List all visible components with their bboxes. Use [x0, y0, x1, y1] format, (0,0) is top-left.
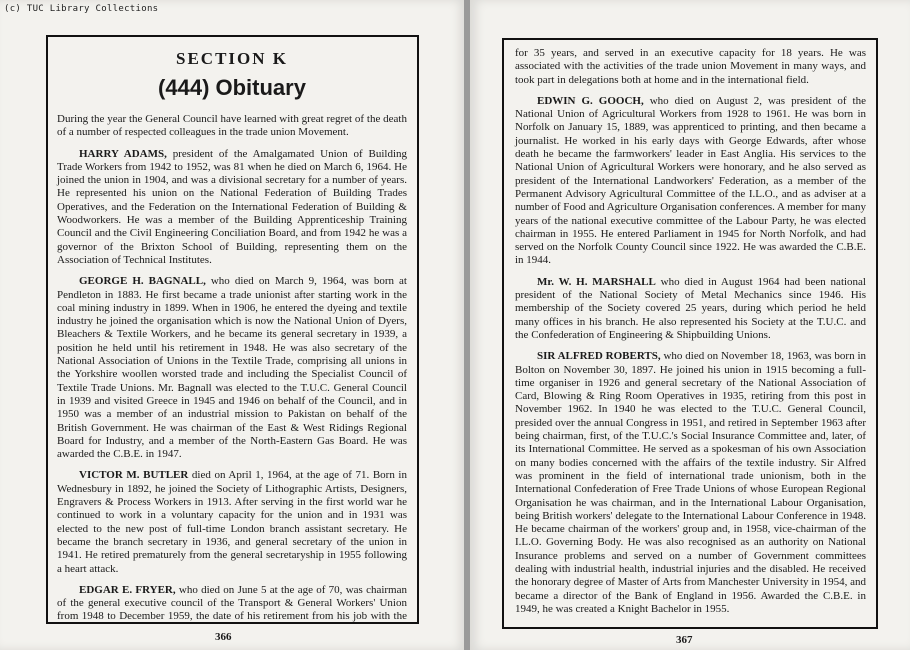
- obituary-entry: [515, 350, 866, 616]
- obituary-text: who died on June 5 at the age of 70, was chairman of the general executive council of the Transport & General Workers' Union from 1948 to December 1959, the date of his retirement from his job with the: [57, 583, 407, 623]
- obituary-name: HARRY ADAMS,: [79, 147, 167, 160]
- obituary-text: who died on March 9, 1964, was born at Pendleton in 1883. He first became a trade unionist after starting work in the coal mining industry in 1899. When in 1906, he entered the dyeing and textile industry he joined the organisation which is now the National Union of Dyers, Bleachers & Textile Workers, and he became its general secretary in 1939, a position he held until his retirement in 1948. He was also secretary of the National Association of Unions in the Textile Trade, comprising all unions in the Yorkshire woollen worsted trade and including the Specialist Council of Textile Trade Unions. Mr. Bagnall was elected to the T.U.C. General Council in 1939 and visited Greece in 1945 and 1946 on behalf of the Council, and in 1950 was a member of an industrial mission to Pakistan on behalf of the British Government. He was chairman of the East & West Ridings Regional Board for Industry, and a member of the North-Eastern Gas Board. He was awarded the C.B.E. in 1947.: [57, 275, 407, 461]
- obituary-text: president of the Amalgamated Union of Building Trade Workers from 1942 to 1952, was 81 when he died on March 6, 1964. He joined the union in 1904, and was a divisional secretary for a number of years. He represented his union on the National Federation of Building Trades Operatives, and the Federation on the International Federation of Building & Woodworkers. He was a member of the Building Apprenticeship Training Council and the Civil Engineering Conciliation Board, and from 1942 he was a governor of the Brixton School of Building, representing them on the Association of Technical Institutes.: [57, 147, 408, 266]
- copyright-watermark: (c) TUC Library Collections: [4, 4, 159, 14]
- intro-paragraph: During the year the General Council have learned with great regret of the death of a number of respected colleagues in the trade union Movement.: [57, 113, 407, 139]
- obituary-text: who died in August 1964 had been national president of the National Society of Metal Mechanics since 1946. His membership of the Society covered 25 years, during which period he held many offices in his branch. He also represented his Society at the T.U.C. and the Confederation of Engineering & Shipbuilding Unions.: [515, 275, 866, 341]
- continuation-paragraph: for 35 years, and served in an executive capacity for 18 years. He was associated with the activities of the trade union Movement in many ways, and took part in delegations both at home and in the international field.: [515, 47, 866, 86]
- obituary-text: who died on November 18, 1963, was born in Bolton on November 30, 1897. He joined his union in 1915 becoming a full-time organiser in 1926 and general secretary of the National Association of Card, Blowing & Ring Room Operatives in 1935, retiring from this post in November 1962. In 1940 he was elected to the T.U.C. General Council, presided over the annual Congress in 1951, and retired in September 1963 after being chairman, first, of the T.U.C.'s Social Insurance Committee and, later, of its International Committee. He served as a spokesman of his own Association on many bodies concerned with the affairs of the textile industry. Sir Alfred was prominent in the field of international trade unionism, both in the International Confederation of Free Trade Unions of whose European Regional Organisation he was chairman, and in the International Labour Organisation, being British workers' delegate to the International Labour Conference in 1948. He became chairman of the workers' group and, in 1958, vice-chairman of the I.L.O. Governing Body. He was also recognised as an authority on National Insurance problems and served on a number of Government committees dealing with industrial health, industrial injuries and the disabled. He received the honorary degree of Master of Arts from Manchester University in 1954, and became a director of the Bank of England in 1956. Awarded the C.B.E. in 1949, he was created a Knight Bachelor in 1955.: [515, 350, 866, 615]
- obituary-name: EDWIN G. GOOCH,: [537, 94, 644, 107]
- obituary-name: VICTOR M. BUTLER: [79, 469, 189, 482]
- obituary-entry: [515, 95, 866, 268]
- obituary-entry: [57, 275, 407, 461]
- section-heading: SECTION K: [176, 49, 288, 68]
- left-page-frame: [46, 35, 419, 624]
- obituary-entry: [57, 148, 407, 268]
- obituary-entry: [57, 469, 407, 575]
- obituary-name: GEORGE H. BAGNALL,: [79, 275, 206, 288]
- obituary-entry: [515, 276, 866, 342]
- page-title: (444) Obituary: [158, 75, 306, 100]
- page-number: 367: [676, 634, 693, 646]
- obituary-name: SIR ALFRED ROBERTS,: [537, 350, 661, 363]
- obituary-text: who died on August 2, was president of the National Union of Agricultural Workers from 1928 to 1961. He was born in Norfolk on January 15, 1889, was apprenticed to printing, and then became a journalist. He worked in his early days with George Edwards, after whose death he became the farmworkers' leader in East Anglia. His services to the National Union of Agricultural Workers were honorary, and he also served as president of the International Landworkers' Federation, as a member of the Permanent Advisory Agricultural Committee of the I.L.O., and as adviser at a number of Food and Agriculture Organisation conferences. A member for many years of the national executive committee of the Labour Party, he was elected chairman in 1955. He entered Parliament in 1945 for North Norfolk, and had served on the Norfolk County Council since 1922. He was awarded the C.B.E. in 1944.: [515, 94, 866, 267]
- page-number: 366: [215, 631, 232, 643]
- right-page-frame: [502, 38, 878, 629]
- obituary-name: Mr. W. H. MARSHALL: [537, 275, 656, 288]
- obituary-name: EDGAR E. FRYER,: [79, 583, 176, 596]
- obituary-text: died on April 1, 1964, at the age of 71. Born in Wednesbury in 1892, he joined the Society of Lithographic Artists, Designers, Engravers & Process Workers in 1913. After serving in the first world war he continued to work in a voluntary capacity for the union and in 1931 was elected to the new post of full-time London branch assistant secretary. He became the branch secretary in 1936, and general secretary of the union in 1941. He retired prematurely from the general secretaryship in 1955 following a heart attack.: [57, 469, 407, 575]
- obituary-entry: [57, 584, 407, 624]
